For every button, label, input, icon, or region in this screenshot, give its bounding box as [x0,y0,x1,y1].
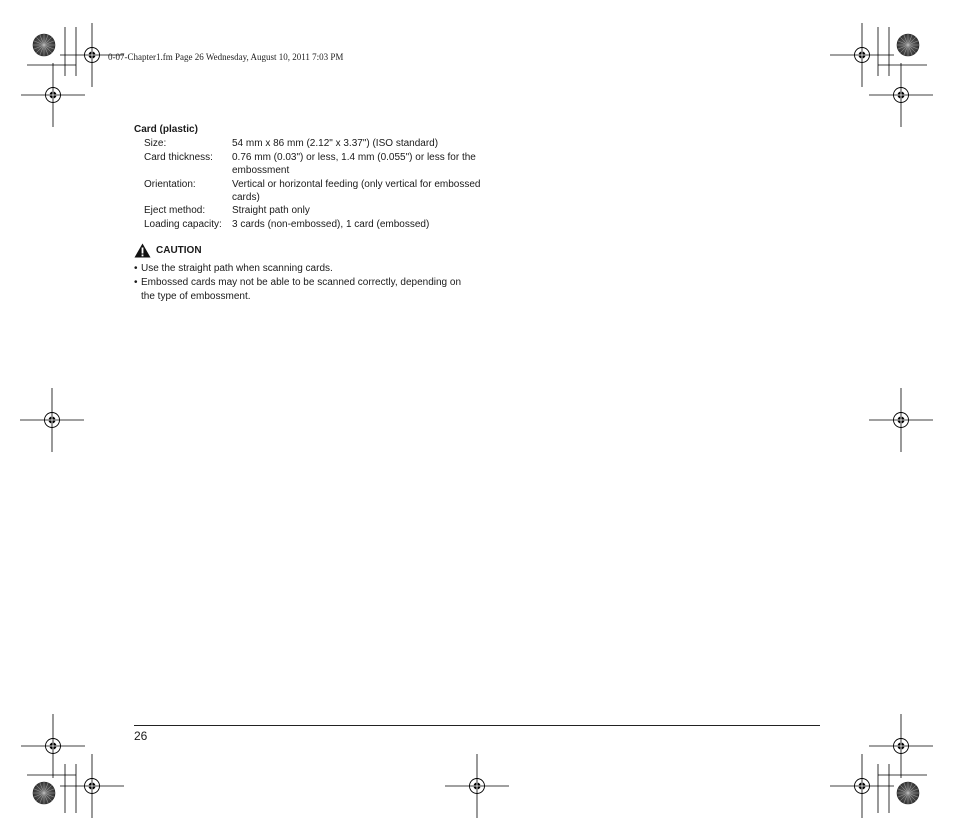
page-header-slug: 0-07-Chapter1.fm Page 26 Wednesday, August 10, 2011 7:03 PM [108,52,344,62]
spec-value: 54 mm x 86 mm (2.12" x 3.37") (ISO standard) [232,138,439,150]
spec-row-eject [144,204,494,217]
registration-mark-icon [21,63,85,127]
registration-mark-icon [869,63,933,127]
spec-row-thickness [144,151,494,178]
spec-value: 0.76 mm (0.03") or less, 1.4 mm (0.055") or less for the embossment [232,151,476,177]
spec-label: Eject method: [144,205,206,217]
spec-label: Size: [144,138,167,150]
star-target-icon [897,34,919,56]
spec-row-size [144,137,494,150]
list-item-text: Use the straight path when scanning cards. [141,263,333,274]
warning-triangle-icon [134,243,151,258]
caution-title: CAUTION [156,244,202,256]
spec-value: Straight path only [232,205,310,217]
spec-label: Card thickness: [144,151,213,163]
spec-value: Vertical or horizontal feeding (only vertical for embossed cards) [232,178,481,204]
list-item [134,276,464,303]
registration-mark-icon [445,754,509,818]
spec-label: Loading capacity: [144,218,222,230]
section-title: Card (plastic) [134,124,198,135]
registration-mark-icon [869,388,933,452]
registration-mark-icon [869,714,933,778]
caution-heading [134,242,464,258]
bullet-icon: • [134,277,138,289]
registration-mark-icon [60,754,124,818]
spec-table [144,137,494,231]
list-item [134,262,464,275]
caution-box [134,242,464,304]
caution-list [134,262,464,303]
star-target-icon [897,782,919,804]
star-target-icon [33,782,55,804]
registration-mark-icon [830,754,894,818]
card-specifications [134,123,494,231]
page-number: 26 [134,729,148,743]
spec-value: 3 cards (non-embossed), 1 card (embossed) [232,218,430,230]
star-target-icon [33,34,55,56]
spec-row-orientation [144,178,494,205]
footer-rule [134,725,820,726]
registration-mark-icon [21,714,85,778]
spec-row-capacity [144,218,494,231]
bullet-icon: • [134,263,138,274]
list-item-text: Embossed cards may not be able to be scanned correctly, depending on the type of embossment. [141,277,462,302]
registration-mark-icon [830,23,894,87]
spec-label: Orientation: [144,178,196,190]
registration-mark-icon [20,388,84,452]
